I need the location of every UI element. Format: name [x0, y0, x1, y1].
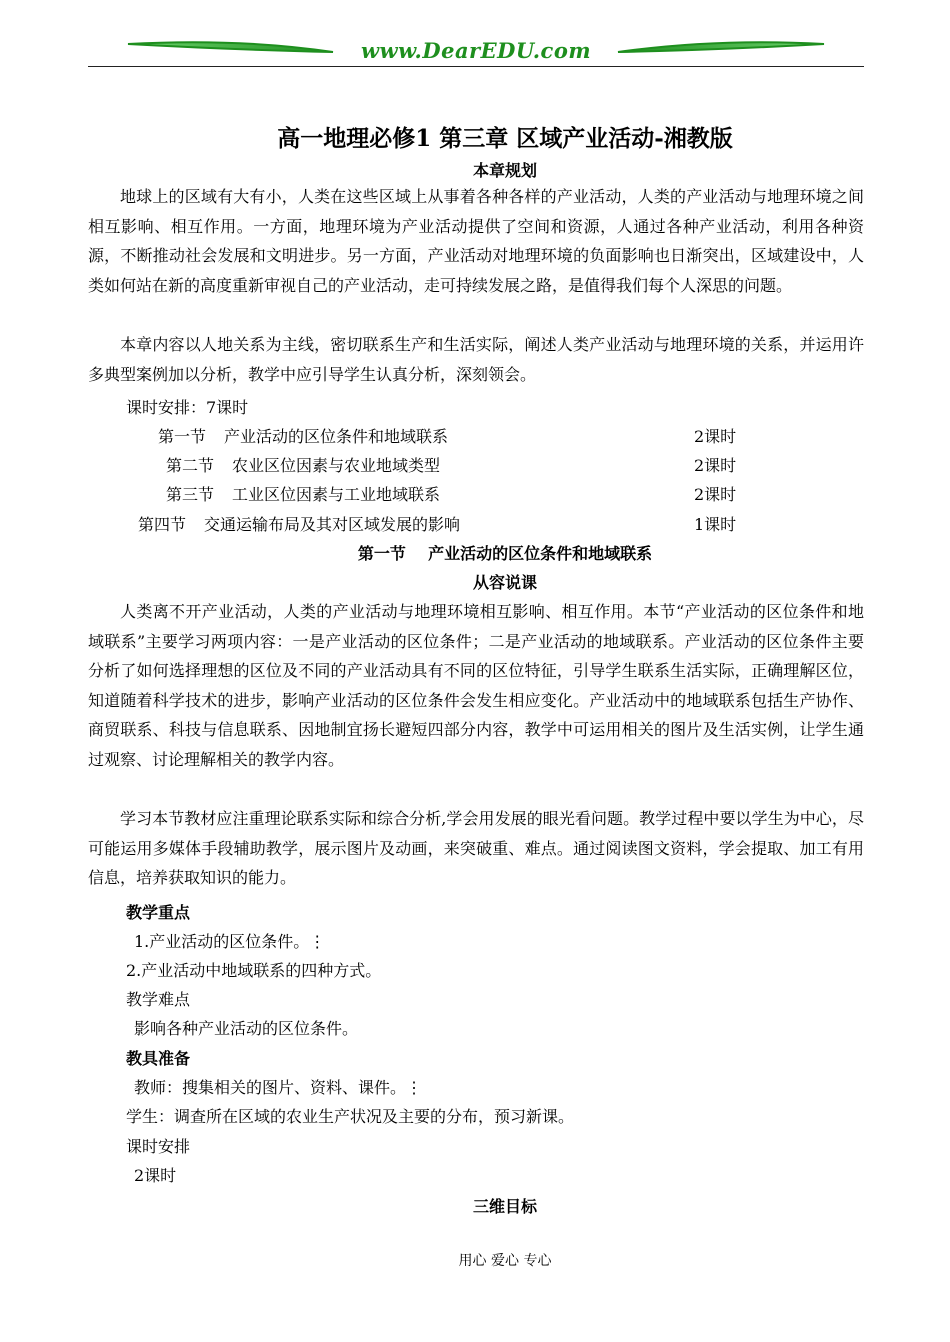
schedule-row	[166, 453, 440, 476]
document-title: 高一地理必修1 第三章 区域产业活动-湘教版	[277, 125, 733, 152]
materials-item: 教师：搜集相关的图片、资料、课件。⋮	[134, 1078, 423, 1097]
schedule-section: 第二节	[166, 456, 215, 475]
materials-heading: 教具准备	[126, 1049, 191, 1068]
schedule-hours: 2课时	[694, 485, 737, 504]
intro-paragraph-2: 本章内容以人地关系为主线，密切联系生产和生活实际，阐述人类产业活动与地理环境的关系，并运用许多典型案例加以分析，教学中应引导学生认真分析，深刻领会。	[88, 335, 864, 384]
difficulty-item: 影响各种产业活动的区位条件。	[134, 1019, 359, 1038]
key-point-item: 1.产业活动的区位条件。⋮	[134, 932, 326, 951]
section1-subheading: 从容说课	[472, 573, 537, 592]
schedule-hours: 2课时	[694, 456, 737, 475]
key-point-item: 2.产业活动中地域联系的四种方式。	[126, 961, 382, 980]
schedule-hours: 1课时	[694, 515, 737, 534]
section1-paragraph-2: 学习本节教材应注重理论联系实际和综合分析,学会用发展的眼光看问题。教学过程中要以学生为中心，尽可能运用多媒体手段辅助教学，展示图片及动画，来突破重、难点。通过阅读图文资料，学会提取、加工有用信息，培养获取知识的能力。	[88, 809, 864, 887]
page-footer: 用心 爱心 专心	[458, 1253, 552, 1269]
site-header-banner	[88, 30, 864, 70]
site-logo-text: www.DearEDU.com	[360, 38, 592, 63]
class-hours-value: 2课时	[134, 1166, 177, 1185]
schedule-name: 产业活动的区位条件和地域联系	[224, 427, 449, 446]
schedule-label: 课时安排：7课时	[126, 398, 249, 417]
schedule-section: 第四节	[138, 515, 187, 534]
intro-paragraph-1: 地球上的区域有大有小，人类在这些区域上从事着各种各样的产业活动，人类的产业活动与地理环境之间相互影响、相互作用。一方面，地理环境为产业活动提供了空间和资源，人通过各种产业活动，利用各种资源，不断推动社会发展和文明进步。另一方面，产业活动对地理环境的负面影响也日渐突出，区域建设中，人类如何站在新的高度重新审视自己的产业活动，走可持续发展之路，是值得我们每个人深思的问题。	[88, 187, 864, 295]
class-hours-heading: 课时安排	[126, 1137, 191, 1156]
schedule-name: 交通运输布局及其对区域发展的影响	[204, 515, 461, 534]
schedule-section: 第一节	[158, 427, 207, 446]
schedule-name: 农业区位因素与农业地域类型	[232, 456, 441, 475]
schedule-hours: 2课时	[694, 427, 737, 446]
difficulties-heading: 教学难点	[126, 990, 191, 1009]
section1-paragraph-1: 人类离不开产业活动，人类的产业活动与地理环境相互影响、相互作用。本节“产业活动的区位条件和地域联系”主要学习两项内容：一是产业活动的区位条件；二是产业活动的地域联系。产业活动的区位条件主要分析了如何选择理想的区位及不同的产业活动具有不同的区位特征，引导学生联系生活实际，正确理解区位，知道随着科学技术的进步，影响产业活动的区位条件会发生相应变化。产业活动中的地域联系包括生产协作、商贸联系、科技与信息联系、因地制宜扬长避短四部分内容，教学中可运用相关的图片及生活实例，让学生通过观察、讨论理解相关的教学内容。	[88, 602, 864, 769]
schedule-row	[166, 482, 440, 505]
schedule-row	[138, 512, 460, 535]
header-divider	[88, 66, 864, 67]
schedule-name: 工业区位因素与工业地域联系	[232, 485, 441, 504]
section1-heading: 第一节 产业活动的区位条件和地域联系	[357, 544, 653, 563]
schedule-section: 第三节	[166, 485, 215, 504]
chapter-plan-heading: 本章规划	[472, 161, 537, 180]
schedule-row	[158, 424, 448, 447]
three-goals-heading: 三维目标	[472, 1197, 537, 1216]
materials-item: 学生：调查所在区域的农业生产状况及主要的分布，预习新课。	[126, 1107, 575, 1126]
key-points-heading: 教学重点	[126, 903, 191, 922]
